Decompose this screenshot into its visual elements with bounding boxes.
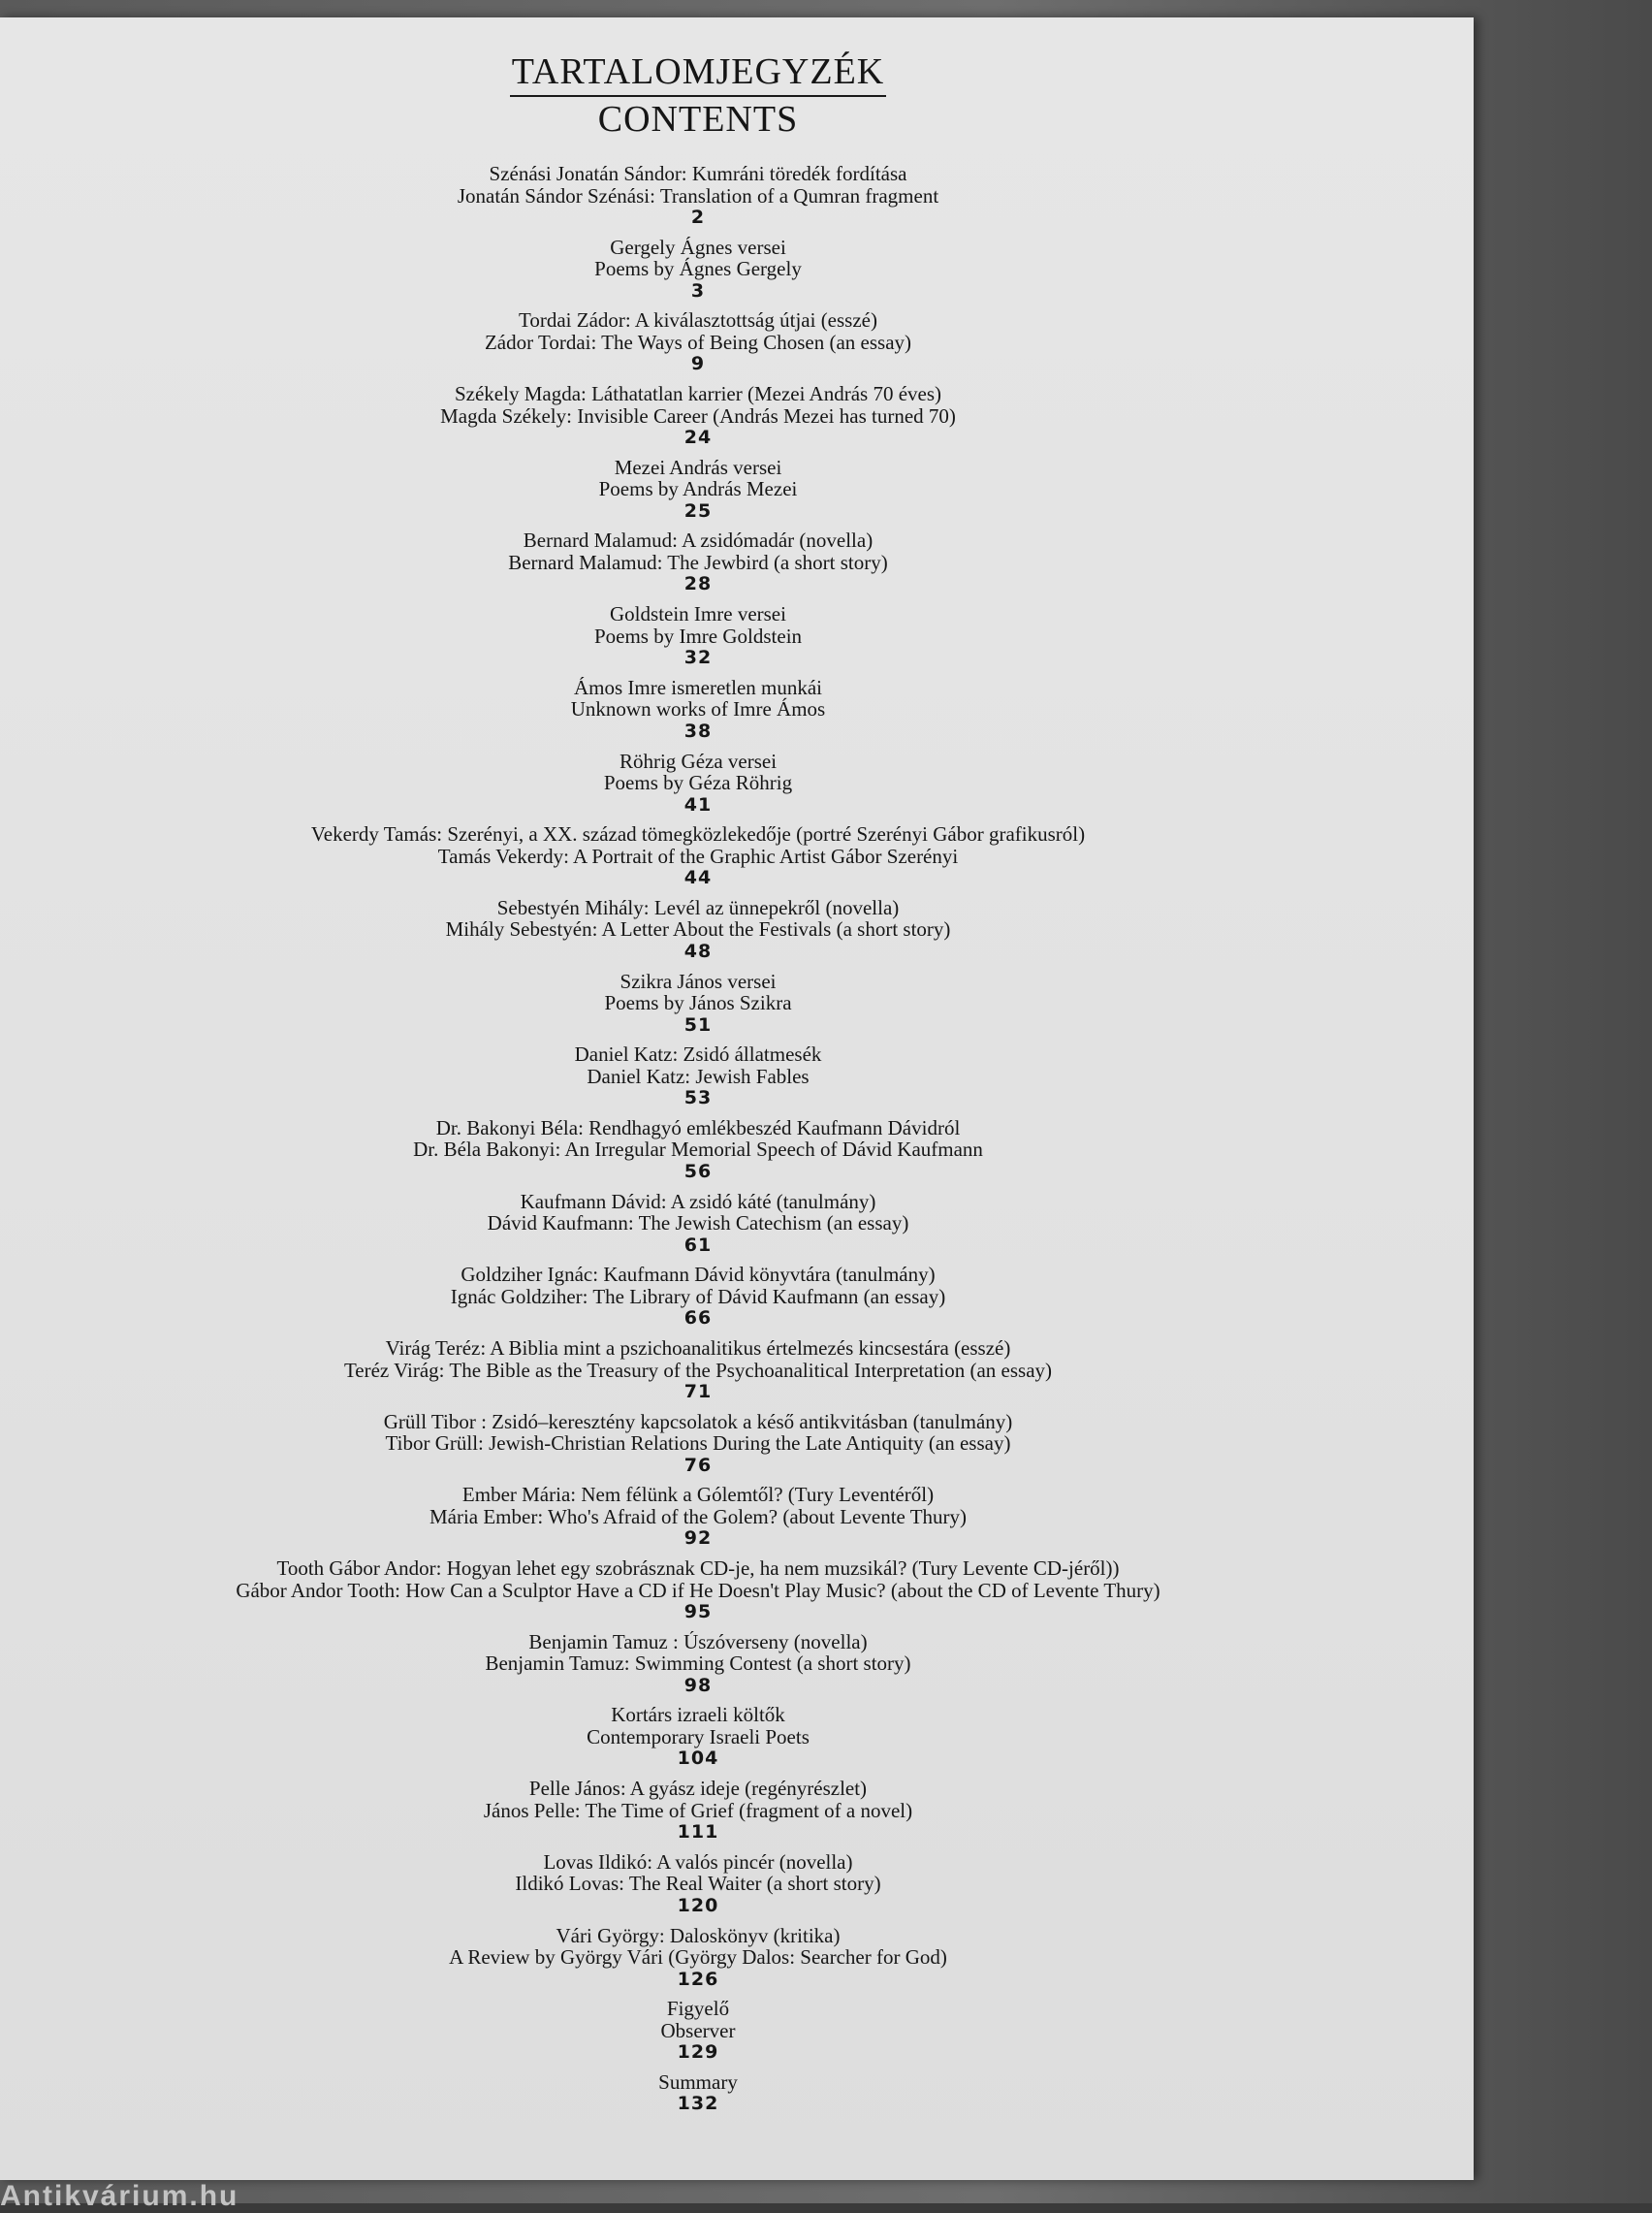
entry-page-number: 126 xyxy=(677,1968,719,1990)
entry-page-number: 56 xyxy=(683,1160,713,1182)
entry-title-english: Unknown works of Imre Ámos xyxy=(570,697,826,722)
toc-entry xyxy=(0,1925,1396,1999)
entry-title-english: Jonatán Sándor Szénási: Translation of a Qumran fragment xyxy=(457,183,939,208)
toc-entry xyxy=(0,971,1396,1044)
entry-title-hungarian: Daniel Katz: Zsidó állatmesék xyxy=(574,1043,822,1067)
entry-page-number: 61 xyxy=(683,1234,713,1256)
entry-title-english: János Pelle: The Time of Grief (fragment of a novel) xyxy=(483,1798,913,1822)
entry-title-english: Dávid Kaufmann: The Jewish Catechism (an essay) xyxy=(487,1211,909,1235)
toc-entry xyxy=(0,1191,1396,1265)
toc-entry xyxy=(0,529,1396,603)
entry-title-english: Mihály Sebestyén: A Letter About the Festivals (a short story) xyxy=(445,917,951,942)
toc-entry xyxy=(0,457,1396,530)
toc-entry xyxy=(0,603,1396,677)
entry-page-number: 66 xyxy=(683,1307,713,1330)
entry-title-english: A Review by György Vári (György Dalos: Searcher for God) xyxy=(449,1945,947,1969)
toc-entry xyxy=(0,383,1396,457)
entry-page-number: 9 xyxy=(690,353,706,375)
entry-title-english: Mária Ember: Who's Afraid of the Golem? (about Levente Thury) xyxy=(429,1504,968,1528)
entry-title-english: Zádor Tordai: The Ways of Being Chosen (an essay) xyxy=(484,330,912,354)
entry-title-hungarian: Gergely Ágnes versei xyxy=(610,236,786,259)
entry-page-number: 111 xyxy=(677,1821,719,1844)
entry-page-number: 95 xyxy=(683,1601,713,1623)
entry-title-hungarian: Summary xyxy=(658,2070,738,2094)
toc-entry xyxy=(0,1043,1396,1117)
entry-title-english: Dr. Béla Bakonyi: An Irregular Memorial Speech of Dávid Kaufmann xyxy=(413,1138,983,1162)
entry-title-hungarian: Ámos Imre ismeretlen munkái xyxy=(573,676,823,699)
title-hungarian: TARTALOMJEGYZÉK xyxy=(510,50,886,97)
entry-page-number: 53 xyxy=(683,1087,713,1109)
entry-title-hungarian: Tooth Gábor Andor: Hogyan lehet egy szobrásznak CD-je, ha nem muzsikál? (Tury Levente CD-jéről)) xyxy=(276,1557,1120,1581)
entry-title-english: Tibor Grüll: Jewish-Christian Relations During the Late Antiquity (an essay) xyxy=(385,1431,1011,1456)
entry-title-english: Bernard Malamud: The Jewbird (a short story) xyxy=(508,550,888,574)
entry-page-number: 48 xyxy=(683,940,713,962)
toc-entry xyxy=(0,1264,1396,1337)
entry-page-number: 28 xyxy=(683,573,713,595)
entry-title-hungarian: Sebestyén Mihály: Levél az ünnepekről (novella) xyxy=(496,896,900,919)
entry-page-number: 76 xyxy=(683,1454,713,1476)
entry-title-english: Observer xyxy=(660,2018,736,2042)
entry-page-number: 25 xyxy=(683,499,713,522)
entry-title-english: Poems by Imre Goldstein xyxy=(593,624,803,648)
entry-title-hungarian: Vári György: Daloskönyv (kritika) xyxy=(556,1924,841,1947)
entry-page-number: 129 xyxy=(677,2041,719,2064)
entry-page-number: 104 xyxy=(677,1748,719,1770)
toc-entry xyxy=(0,309,1396,383)
entry-title-hungarian: Kortárs izraeli költők xyxy=(611,1704,785,1727)
entry-title-english: Teréz Virág: The Bible as the Treasury of the Psychoanalitical Interpretation (an essay) xyxy=(343,1358,1053,1382)
entry-title-english: Tamás Vekerdy: A Portrait of the Graphic Artist Gábor Szerényi xyxy=(437,844,959,868)
entry-title-hungarian: Goldstein Imre versei xyxy=(610,603,786,626)
toc-entry xyxy=(0,1117,1396,1191)
toc-entry xyxy=(0,163,1396,237)
entry-page-number: 24 xyxy=(683,427,713,449)
entry-page-number: 32 xyxy=(683,647,713,669)
entry-title-english: Poems by Géza Röhrig xyxy=(603,771,793,794)
entry-title-hungarian: Goldziher Ignác: Kaufmann Dávid könyvtára (tanulmány) xyxy=(461,1264,936,1287)
entry-title-english: Gábor Andor Tooth: How Can a Sculptor Have a CD if He Doesn't Play Music? (about the CD of Levente Thury) xyxy=(236,1578,1160,1602)
entry-page-number: 44 xyxy=(683,867,713,889)
toc-entry xyxy=(0,1557,1396,1631)
entry-title-hungarian: Virág Teréz: A Biblia mint a pszichoanalitikus értelmezés kincsestára (esszé) xyxy=(385,1337,1011,1360)
entry-page-number: 98 xyxy=(683,1674,713,1696)
entry-page-number: 71 xyxy=(683,1381,713,1402)
entry-title-english: Poems by András Mezei xyxy=(598,477,798,501)
entry-page-number: 2 xyxy=(690,207,706,228)
toc-entry xyxy=(0,1631,1396,1705)
entry-title-hungarian: Dr. Bakonyi Béla: Rendhagyó emlékbeszéd Kaufmann Dávidról xyxy=(435,1116,961,1139)
watermark: Antikvárium.hu xyxy=(0,2180,239,2212)
entry-title-english: Poems by János Szikra xyxy=(604,991,792,1015)
entry-page-number: 51 xyxy=(683,1013,713,1036)
entry-title-hungarian: Székely Magda: Láthatatlan karrier (Mezei András 70 éves) xyxy=(454,383,942,406)
entry-page-number: 120 xyxy=(677,1894,719,1916)
toc-entry xyxy=(0,1484,1396,1557)
entry-page-number: 3 xyxy=(690,279,706,302)
entry-title-hungarian: Figyelő xyxy=(666,1998,730,2021)
entry-title-hungarian: Pelle János: A gyász ideje (regényrészlet) xyxy=(528,1778,868,1801)
entry-title-hungarian: Szénási Jonatán Sándor: Kumráni töredék fordítása xyxy=(489,163,907,185)
document-page xyxy=(0,17,1474,2180)
toc-entry xyxy=(0,2071,1396,2145)
table-of-contents xyxy=(0,163,1396,2145)
entry-title-hungarian: Röhrig Géza versei xyxy=(619,750,778,773)
entry-title-hungarian: Kaufmann Dávid: A zsidó káté (tanulmány) xyxy=(520,1190,876,1213)
entry-page-number: 38 xyxy=(683,720,713,742)
entry-title-english: Contemporary Israeli Poets xyxy=(587,1724,810,1748)
entry-title-english: Ildikó Lovas: The Real Waiter (a short story) xyxy=(515,1872,881,1896)
entry-title-english: Poems by Ágnes Gergely xyxy=(594,257,802,281)
entry-title-hungarian: Vekerdy Tamás: Szerényi, a XX. század tömegközlekedője (portré Szerényi Gábor grafikusról) xyxy=(310,823,1086,847)
entry-title-hungarian: Mezei András versei xyxy=(614,456,782,479)
toc-entry xyxy=(0,1851,1396,1925)
entry-title-hungarian: Benjamin Tamuz : Úszóverseny (novella) xyxy=(528,1630,868,1653)
toc-entry xyxy=(0,1704,1396,1778)
toc-entry xyxy=(0,897,1396,971)
toc-entry xyxy=(0,1998,1396,2071)
toc-entry xyxy=(0,1778,1396,1851)
entry-title-english: Benjamin Tamuz: Swimming Contest (a short story) xyxy=(485,1652,911,1676)
page-header xyxy=(0,50,1396,142)
entry-title-english: Magda Székely: Invisible Career (András Mezei has turned 70) xyxy=(440,403,956,428)
entry-page-number: 92 xyxy=(683,1527,713,1550)
entry-title-hungarian: Szikra János versei xyxy=(620,970,777,993)
entry-title-hungarian: Tordai Zádor: A kiválasztottság útjai (esszé) xyxy=(518,309,877,333)
toc-entry xyxy=(0,1337,1396,1411)
entry-title-hungarian: Lovas Ildikó: A valós pincér (novella) xyxy=(543,1850,853,1874)
entry-title-english: Ignác Goldziher: The Library of Dávid Kaufmann (an essay) xyxy=(450,1284,946,1308)
toc-entry xyxy=(0,1411,1396,1485)
entry-page-number: 132 xyxy=(677,2093,719,2115)
entry-title-hungarian: Bernard Malamud: A zsidómadár (novella) xyxy=(523,529,874,553)
toc-entry xyxy=(0,677,1396,751)
entry-title-hungarian: Grüll Tibor : Zsidó–keresztény kapcsolatok a késő antikvitásban (tanulmány) xyxy=(383,1410,1013,1433)
toc-entry xyxy=(0,751,1396,824)
entry-page-number: 41 xyxy=(683,793,713,816)
toc-entry xyxy=(0,823,1396,897)
toc-entry xyxy=(0,237,1396,310)
entry-title-hungarian: Ember Mária: Nem félünk a Gólemtől? (Tury Leventéről) xyxy=(461,1484,935,1507)
entry-title-english: Daniel Katz: Jewish Fables xyxy=(587,1064,810,1088)
title-english: CONTENTS xyxy=(597,99,799,140)
